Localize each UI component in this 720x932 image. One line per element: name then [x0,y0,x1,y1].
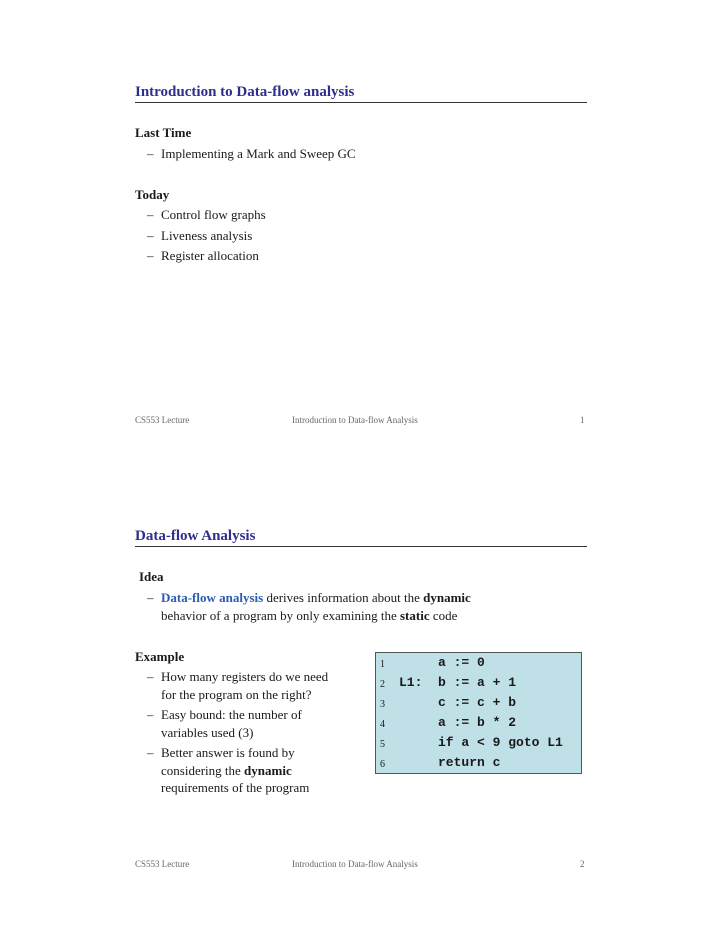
line-number: 5 [380,739,385,750]
footer-page-number: 2 [580,859,585,869]
title-divider [135,546,587,547]
bullet-dash: – [147,207,154,222]
slide-title: Data-flow Analysis [135,528,256,544]
code-listing [375,652,582,774]
footer-course: CS553 Lecture [135,859,190,869]
bullet-dash: – [147,590,154,605]
highlight-term: Data-flow analysis [161,590,264,605]
slide-2: Data-flow Analysis Idea – Data-flow analysis derives information about the dynamic behavior of a program by only examining the static code Example – How many registers do we need for the program on the right? – Easy bound: the number of variables used (3) – Better answer is found by considering the dynamic requirements of the program 1 a := 0 2 L1: b := a + 1 3 c := c + b 4 a := b * 2 5 if a < 9 goto L1 6 return c CS553 Lecture Introduction to Data-flow Analysis 2 [0,444,720,910]
code-statement: if a < 9 goto L1 [438,735,563,750]
code-line [376,675,581,695]
slide-title: Introduction to Data-flow analysis [135,84,355,100]
line-number: 6 [380,759,385,770]
bullet-dash: – [147,707,154,722]
slide-1: Introduction to Data-flow analysis Last Time – Implementing a Mark and Sweep GC Today – Control flow graphs – Liveness analysis – Register allocation CS553 Lecture Introduction to Data-flow Analysis 1 [0,0,720,466]
section-heading-today: Today [135,187,170,202]
bullet-dash: – [147,745,154,760]
code-statement: b := a + 1 [438,675,517,690]
footer-topic: Introduction to Data-flow Analysis [292,859,418,869]
bullet-dash: – [147,669,154,684]
line-number: 3 [380,699,385,710]
line-number: 2 [380,679,385,690]
code-label: L1: [399,675,423,690]
line-number: 1 [380,659,385,670]
line-number: 4 [380,719,385,730]
footer-topic: Introduction to Data-flow Analysis [292,415,418,425]
title-divider [135,102,587,103]
bullet-dash: – [147,248,154,263]
code-line [376,735,581,755]
code-statement: c := c + b [438,695,517,710]
code-line [376,715,581,735]
code-line [376,755,581,775]
section-heading-idea: Idea [139,569,164,584]
footer-course: CS553 Lecture [135,415,190,425]
bullet-dash: – [147,228,154,243]
code-statement: a := 0 [438,655,485,670]
bullet-dash: – [147,146,154,161]
code-line [376,655,581,675]
section-heading-example: Example [135,649,185,664]
code-line [376,695,581,715]
section-heading-last-time: Last Time [135,125,192,140]
code-statement: return c [438,755,501,770]
code-statement: a := b * 2 [438,715,517,730]
footer-page-number: 1 [580,415,585,425]
